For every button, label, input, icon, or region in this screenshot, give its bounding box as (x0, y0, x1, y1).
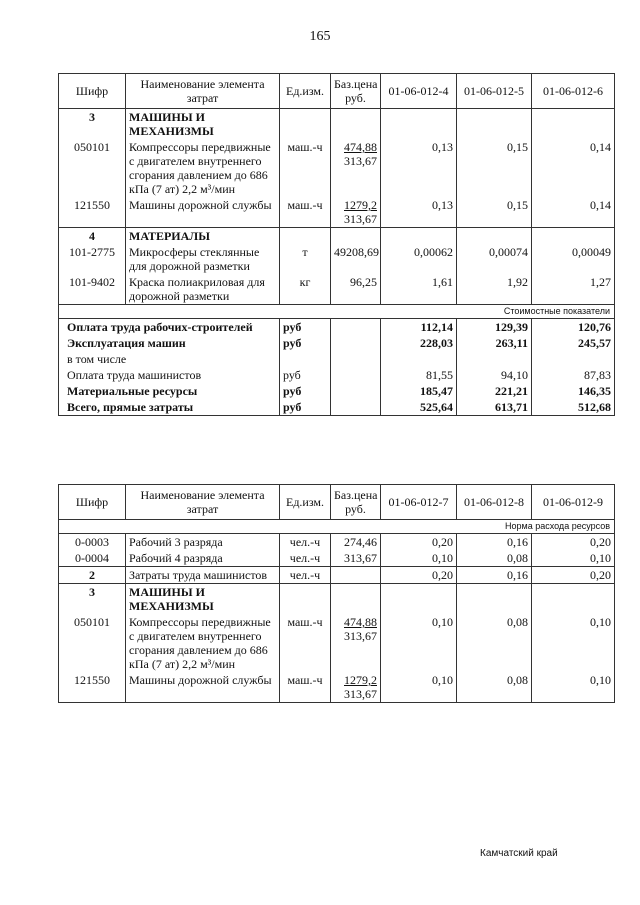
code: 121550 (59, 672, 126, 703)
base-price (331, 614, 381, 672)
resource-row (59, 567, 615, 584)
cost-value: 525,64 (381, 399, 457, 416)
cost-name: Материальные ресурсы (59, 383, 280, 399)
unit (280, 351, 331, 367)
code: 101-9402 (59, 274, 126, 305)
norm-value: 0,10 (532, 672, 615, 703)
base-price (331, 319, 381, 336)
resource-row (59, 614, 615, 672)
cost-row (59, 383, 615, 399)
section-note: Норма расхода ресурсов (59, 520, 615, 534)
column-header: 01-06-012-6 (532, 74, 615, 109)
cost-value: 613,71 (457, 399, 532, 416)
unit: кг (280, 274, 331, 305)
norm-value: 0,14 (532, 139, 615, 197)
column-header: Баз.цена руб. (331, 74, 381, 109)
code: 050101 (59, 614, 126, 672)
base-price (331, 367, 381, 383)
resource-table-1 (58, 73, 615, 416)
norm-value: 1,61 (381, 274, 457, 305)
cost-value: 120,76 (532, 319, 615, 336)
column-header: 01-06-012-7 (381, 485, 457, 520)
name: Компрессоры передвижные с двигателем внутреннего сгорания давлением до 686 кПа (7 ат) 2,2 м³/мин (126, 614, 280, 672)
name: Затраты труда машинистов (126, 567, 280, 584)
cost-value: 81,55 (381, 367, 457, 383)
name: Краска полиакриловая для дорожной разметки (126, 274, 280, 305)
section-note-row (59, 520, 615, 534)
cost-row (59, 367, 615, 383)
norm-value: 0,00049 (532, 244, 615, 274)
norm-value: 1,92 (457, 274, 532, 305)
cost-value: 263,11 (457, 335, 532, 351)
code: 101-2775 (59, 244, 126, 274)
column-header: Шифр (59, 74, 126, 109)
unit (280, 109, 331, 140)
code: 0-0003 (59, 534, 126, 551)
unit: руб (280, 367, 331, 383)
norm-value: 0,08 (457, 672, 532, 703)
cost-value: 94,10 (457, 367, 532, 383)
norm-value (381, 109, 457, 140)
name: Компрессоры передвижные с двигателем внутреннего сгорания давлением до 686 кПа (7 ат) 2,2 м³/мин (126, 139, 280, 197)
norm-value: 0,20 (381, 567, 457, 584)
unit: т (280, 244, 331, 274)
code: 3 (59, 584, 126, 615)
cost-name: Оплата труда машинистов (59, 367, 280, 383)
norm-value: 0,10 (381, 672, 457, 703)
base-price (331, 274, 381, 305)
unit: маш.-ч (280, 139, 331, 197)
norm-value: 0,00062 (381, 244, 457, 274)
code: 4 (59, 228, 126, 245)
base-price (331, 139, 381, 197)
resource-row (59, 109, 615, 140)
column-header: Наименование элемента затрат (126, 74, 280, 109)
name: МАШИНЫ И МЕХАНИЗМЫ (126, 584, 280, 615)
resource-table-2 (58, 484, 615, 703)
name: Рабочий 3 разряда (126, 534, 280, 551)
section-note: Стоимостные показатели (59, 305, 615, 319)
base-price-value: 49208,69 (334, 245, 379, 259)
name: Рабочий 4 разряда (126, 550, 280, 567)
cost-value: 221,21 (457, 383, 532, 399)
base-price (331, 109, 381, 140)
cost-value: 512,68 (532, 399, 615, 416)
name: Машины дорожной службы (126, 197, 280, 228)
cost-row (59, 351, 615, 367)
norm-value: 0,00074 (457, 244, 532, 274)
page-number: 165 (309, 29, 331, 44)
resource-row (59, 197, 615, 228)
norm-value (532, 228, 615, 245)
norm-value: 0,10 (381, 550, 457, 567)
unit: маш.-ч (280, 614, 331, 672)
cost-name: Эксплуатация машин (59, 335, 280, 351)
norm-value (381, 584, 457, 615)
norm-value: 0,08 (457, 614, 532, 672)
unit: чел.-ч (280, 550, 331, 567)
base-price-value: 313,67 (344, 551, 377, 565)
norm-value (381, 228, 457, 245)
region-footer: Камчатский край (480, 848, 558, 859)
resource-row (59, 534, 615, 551)
code: 050101 (59, 139, 126, 197)
base-price (331, 351, 381, 367)
resource-row (59, 228, 615, 245)
base-price (331, 383, 381, 399)
norm-value: 0,13 (381, 197, 457, 228)
base-price-secondary: 313,67 (344, 629, 377, 643)
norm-value: 0,20 (532, 567, 615, 584)
column-header: 01-06-012-8 (457, 485, 532, 520)
base-price-value: 474,88 (344, 140, 377, 154)
resource-row (59, 139, 615, 197)
norm-value: 0,15 (457, 197, 532, 228)
code: 121550 (59, 197, 126, 228)
unit (280, 228, 331, 245)
column-header: Ед.изм. (280, 74, 331, 109)
norm-value: 0,14 (532, 197, 615, 228)
cost-value: 228,03 (381, 335, 457, 351)
cost-value (381, 351, 457, 367)
base-price (331, 550, 381, 567)
resource-row (59, 584, 615, 615)
norm-value (457, 584, 532, 615)
norm-value: 0,16 (457, 534, 532, 551)
resource-row (59, 244, 615, 274)
norm-value: 0,20 (381, 534, 457, 551)
code: 3 (59, 109, 126, 140)
base-price (331, 244, 381, 274)
header-row (59, 74, 615, 109)
cost-value (532, 351, 615, 367)
cost-row (59, 399, 615, 416)
resource-row (59, 672, 615, 703)
column-header: 01-06-012-9 (532, 485, 615, 520)
base-price-secondary: 313,67 (344, 154, 377, 168)
base-price-value: 96,25 (350, 275, 377, 289)
section-note-row (59, 305, 615, 319)
norm-value: 0,20 (532, 534, 615, 551)
name: Машины дорожной службы (126, 672, 280, 703)
base-price (331, 335, 381, 351)
cost-value: 185,47 (381, 383, 457, 399)
cost-name: Оплата труда рабочих-строителей (59, 319, 280, 336)
cost-row (59, 335, 615, 351)
norm-value (457, 109, 532, 140)
cost-value: 112,14 (381, 319, 457, 336)
header-row (59, 485, 615, 520)
cost-value: 129,39 (457, 319, 532, 336)
resource-row (59, 550, 615, 567)
base-price (331, 399, 381, 416)
base-price-value: 274,46 (344, 535, 377, 549)
norm-value (457, 228, 532, 245)
unit: чел.-ч (280, 567, 331, 584)
column-header: Ед.изм. (280, 485, 331, 520)
base-price (331, 567, 381, 584)
resource-row (59, 274, 615, 305)
cost-value: 245,57 (532, 335, 615, 351)
base-price (331, 228, 381, 245)
norm-value: 0,15 (457, 139, 532, 197)
base-price-value: 1279,2 (344, 673, 377, 687)
cost-name: в том числе (59, 351, 280, 367)
unit: руб (280, 319, 331, 336)
column-header: Наименование элемента затрат (126, 485, 280, 520)
base-price (331, 672, 381, 703)
column-header: 01-06-012-5 (457, 74, 532, 109)
norm-value: 0,10 (532, 614, 615, 672)
column-header: Баз.цена руб. (331, 485, 381, 520)
norm-value (532, 584, 615, 615)
unit: маш.-ч (280, 672, 331, 703)
base-price-value: 1279,2 (344, 198, 377, 212)
name: МАШИНЫ И МЕХАНИЗМЫ (126, 109, 280, 140)
base-price-secondary: 313,67 (344, 687, 377, 701)
unit (280, 584, 331, 615)
column-header: Шифр (59, 485, 126, 520)
unit: маш.-ч (280, 197, 331, 228)
code: 0-0004 (59, 550, 126, 567)
column-header: 01-06-012-4 (381, 74, 457, 109)
name: Микросферы стеклянные для дорожной разметки (126, 244, 280, 274)
base-price-value: 474,88 (344, 615, 377, 629)
unit: руб (280, 335, 331, 351)
cost-name: Всего, прямые затраты (59, 399, 280, 416)
cost-row (59, 319, 615, 336)
cost-value (457, 351, 532, 367)
unit: руб (280, 383, 331, 399)
base-price (331, 534, 381, 551)
unit: руб (280, 399, 331, 416)
cost-value: 146,35 (532, 383, 615, 399)
norm-value (532, 109, 615, 140)
norm-value: 0,16 (457, 567, 532, 584)
norm-value: 0,10 (532, 550, 615, 567)
norm-value: 0,13 (381, 139, 457, 197)
norm-value: 0,10 (381, 614, 457, 672)
unit: чел.-ч (280, 534, 331, 551)
norm-value: 0,08 (457, 550, 532, 567)
cost-value: 87,83 (532, 367, 615, 383)
base-price (331, 197, 381, 228)
name: МАТЕРИАЛЫ (126, 228, 280, 245)
norm-value: 1,27 (532, 274, 615, 305)
code: 2 (59, 567, 126, 584)
base-price-secondary: 313,67 (344, 212, 377, 226)
base-price (331, 584, 381, 615)
